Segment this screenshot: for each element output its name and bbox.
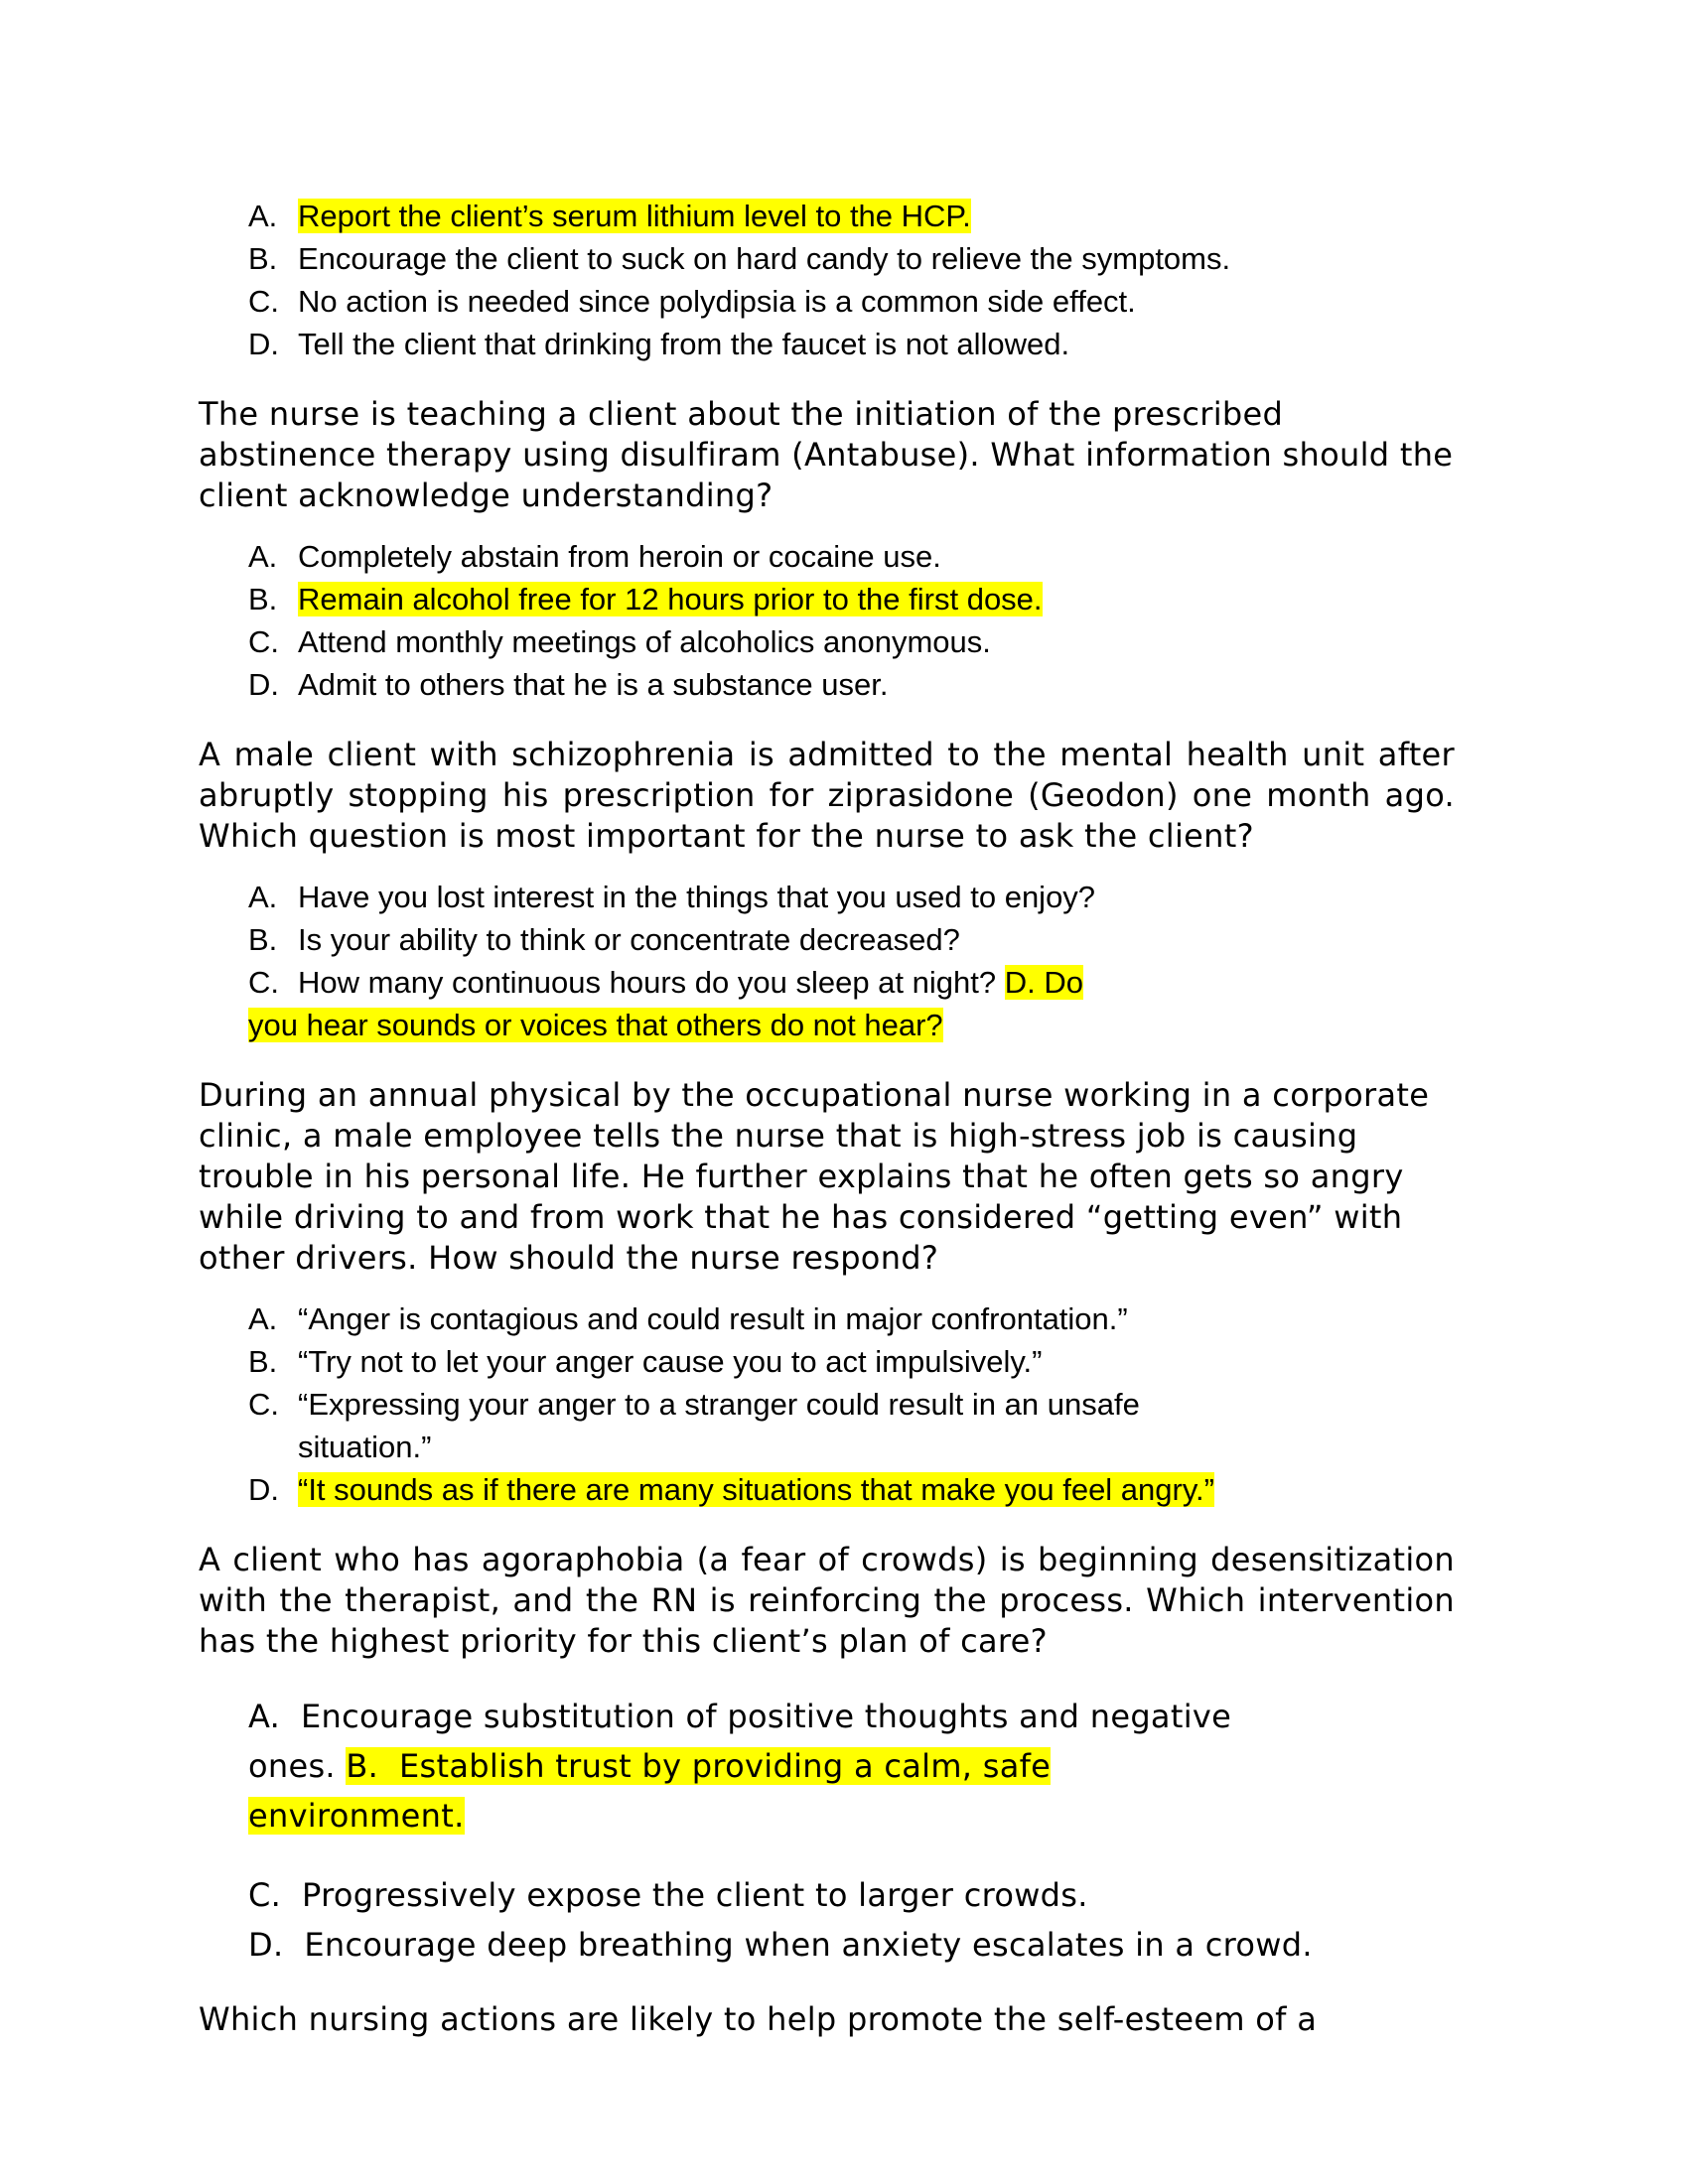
answer-paragraph [248, 1692, 1455, 1841]
option-item [248, 195, 1455, 237]
question-text: A client who has agoraphobia (a fear of crowds) is beginning desensitization with the therapist, and the RN is reinforcing the process. Which intervention has the highest priority for this client’s plan of care? [199, 1541, 1455, 1660]
question-paragraph [199, 394, 1455, 516]
option-text: Attend monthly meetings of alcoholics anonymous. [298, 624, 991, 659]
document-content [199, 195, 1455, 2040]
paragraph-text: ones. [248, 1747, 347, 1785]
option-label: C. [248, 284, 279, 319]
option-label: A. [248, 1301, 278, 1336]
option-text: “Expressing your anger to a stranger could result in an unsafe [298, 1387, 1140, 1422]
option-text: situation.” [298, 1430, 432, 1464]
highlighted-text: B. Establish trust by providing a calm, safe [346, 1747, 1052, 1785]
option-text: Completely abstain from heroin or cocaine use. [298, 539, 941, 574]
option-item [248, 535, 1455, 578]
answer-paragraph [248, 1870, 1455, 1970]
option-text: “Try not to let your anger cause you to act impulsively.” [298, 1344, 1043, 1379]
paragraph-text: A. Encourage substitution of positive thoughts and negative [248, 1698, 1232, 1735]
option-text: Tell the client that drinking from the faucet is not allowed. [298, 327, 1070, 361]
option-label: A. [248, 539, 278, 574]
paragraph-text: D. Encourage deep breathing when anxiety escalates in a crowd. [248, 1926, 1313, 1964]
option-label: D. [248, 1472, 279, 1507]
highlighted-text: environment. [248, 1797, 465, 1835]
option-item [248, 663, 1455, 706]
option-item [248, 280, 1455, 323]
option-item [248, 237, 1455, 280]
option-text: Admit to others that he is a substance user. [298, 667, 889, 702]
question-text: A male client with schizophrenia is admitted to the mental health unit after abruptly stopping his prescription for ziprasidone (Geodon) one month ago. Which question is most important for the nurse to ask the client? [199, 736, 1455, 855]
option-text: Is your ability to think or concentrate decreased? [298, 922, 960, 957]
option-item [248, 578, 1455, 620]
option-item [248, 1383, 1455, 1468]
option-label: B. [248, 922, 278, 957]
option-label: C. [248, 965, 279, 1000]
highlighted-text: Report the client’s serum lithium level to the HCP. [298, 199, 971, 233]
option-label: B. [248, 241, 278, 276]
option-item [248, 876, 1455, 918]
option-label: C. [248, 1387, 279, 1422]
option-item [248, 1297, 1455, 1340]
question-paragraph [199, 1999, 1455, 2040]
options-list [199, 535, 1455, 706]
option-text: “Anger is contagious and could result in major confrontation.” [298, 1301, 1128, 1336]
question-text: During an annual physical by the occupational nurse working in a corporate clinic, a male employee tells the nurse that is high-stress job is causing trouble in his personal life. He further explains that he often gets so angry while driving to and from work that he has considered “getting even” with other drivers. How should the nurse respond? [199, 1076, 1430, 1277]
highlighted-text: “It sounds as if there are many situations that make you feel angry.” [298, 1472, 1214, 1507]
option-text: How many continuous hours do you sleep at night? [298, 965, 1005, 1000]
option-item [248, 918, 1455, 961]
option-label: D. [248, 667, 279, 702]
options-list [199, 1297, 1455, 1511]
option-label: B. [248, 582, 278, 616]
option-label: B. [248, 1344, 278, 1379]
question-paragraph [199, 1075, 1455, 1279]
option-text: Encourage the client to suck on hard candy to relieve the symptoms. [298, 241, 1231, 276]
highlighted-text: D. Do [1004, 965, 1083, 1000]
option-item [248, 961, 1455, 1046]
option-label: A. [248, 880, 278, 914]
option-label: C. [248, 624, 279, 659]
options-list [199, 195, 1455, 365]
option-item [248, 1340, 1455, 1383]
option-item [248, 1468, 1455, 1511]
option-item [248, 323, 1455, 365]
option-text: Have you lost interest in the things that you used to enjoy? [298, 880, 1096, 914]
option-item [248, 620, 1455, 663]
paragraph-text: C. Progressively expose the client to larger crowds. [248, 1876, 1088, 1914]
option-label: A. [248, 199, 278, 233]
highlighted-text: you hear sounds or voices that others do not hear? [248, 1008, 943, 1042]
option-label: D. [248, 327, 279, 361]
option-text: No action is needed since polydipsia is a common side effect. [298, 284, 1136, 319]
highlighted-text: Remain alcohol free for 12 hours prior to the first dose. [298, 582, 1043, 616]
question-paragraph [199, 1540, 1455, 1662]
question-text: The nurse is teaching a client about the initiation of the prescribed abstinence therapy using disulfiram (Antabuse). What information should the client acknowledge understanding? [199, 395, 1454, 514]
options-list [199, 876, 1455, 1046]
question-text: Which nursing actions are likely to help promote the self-esteem of a [199, 2000, 1318, 2038]
question-paragraph [199, 735, 1455, 857]
